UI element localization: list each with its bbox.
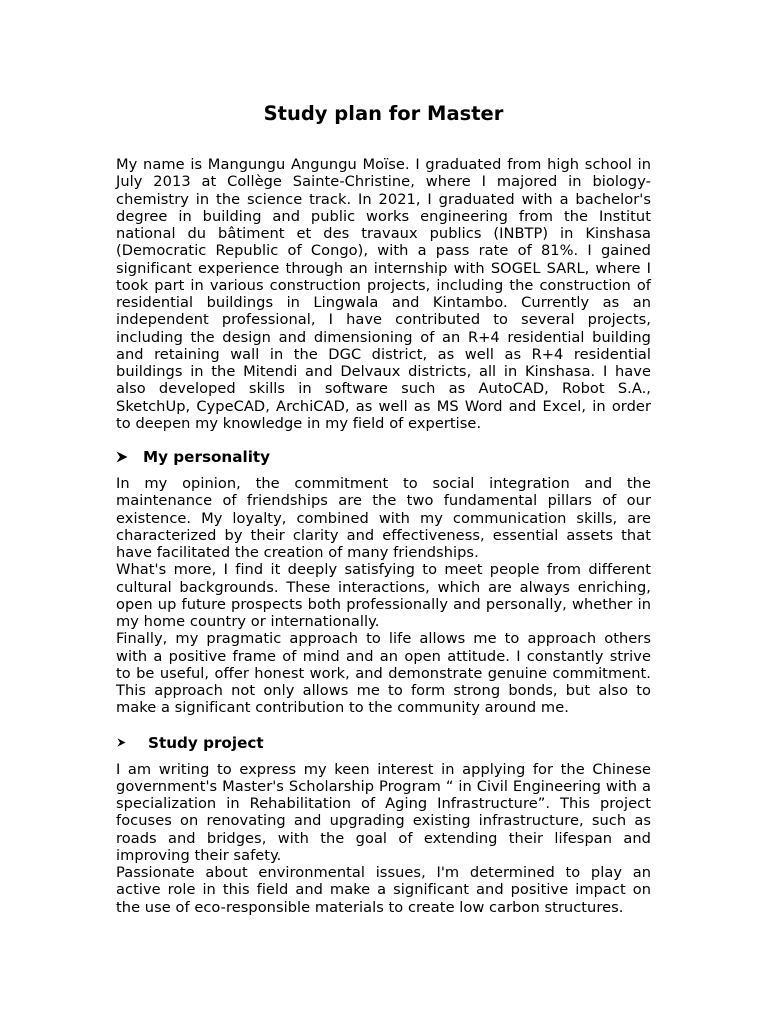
personality-paragraph-2: What's more, I find it deeply satisfying to meet people from different cultural backgrounds. These interactions, which are always enriching, open up future prospects both professionally and personally, whether in my home country or internationally. [116,561,651,630]
document-title: Study plan for Master [263,102,504,125]
study-project-paragraph-1: I am writing to express my keen interest in applying for the Chinese government's Master's Scholarship Program “ in Civil Engineering with a specialization in Rehabilitation of Aging Infrastructure”. This project focuses on renovating and upgrading existing infrastructure, such as roads and bridges, with the goal of extending their lifespan and improving their safety. [116,760,651,864]
section-heading-label: Study project [148,733,264,752]
section-heading-label: My personality [143,448,271,466]
section-heading-study-project [116,733,651,753]
personality-paragraph-1: In my opinion, the commitment to social integration and the maintenance of friendships are the two fundamental pillars of our existence. My loyalty, combined with my communication skills, are characterized by their clarity and effectiveness, essential assets that have facilitated the creation of many friendships. [116,475,651,561]
section-heading-my-personality [116,447,651,467]
document-content [116,100,651,916]
study-project-paragraph-2: Passionate about environmental issues, I'm determined to play an active role in this field and make a significant and positive impact on the use of eco-responsible materials to create low carbon structures. [116,864,651,916]
arrowhead-bullet-icon [117,738,126,747]
arrowhead-bullet-icon [116,451,128,463]
intro-paragraph: My name is Mangungu Angungu Moïse. I graduated from high school in July 2013 at Collège Sainte-Christine, where I majored in biology-chemistry in the science track. In 2021, I graduated with a bachelor's degree in building and public works engineering from the Institut national du bâtiment et des travaux publics (INBTP) in Kinshasa (Democratic Republic of Congo), with a pass rate of 81%. I gained significant experience through an internship with SOGEL SARL, where I took part in various construction projects, including the construction of residential buildings in Lingwala and Kintambo. Currently as an independent professional, I have contributed to several projects, including the design and dimensioning of an R+4 residential building and retaining wall in the DGC district, as well as R+4 residential buildings in the Mitendi and Delvaux districts, all in Kinshasa. I have also developed skills in software such as AutoCAD, Robot S.A., SketchUp, CypeCAD, ArchiCAD, as well as MS Word and Excel, in order to deepen my knowledge in my field of expertise. [116,156,651,432]
personality-paragraph-3: Finally, my pragmatic approach to life allows me to approach others with a positive frame of mind and an open attitude. I constantly strive to be useful, offer honest work, and demonstrate genuine commitment. This approach not only allows me to form strong bonds, but also to make a significant contribution to the community around me. [116,630,651,717]
